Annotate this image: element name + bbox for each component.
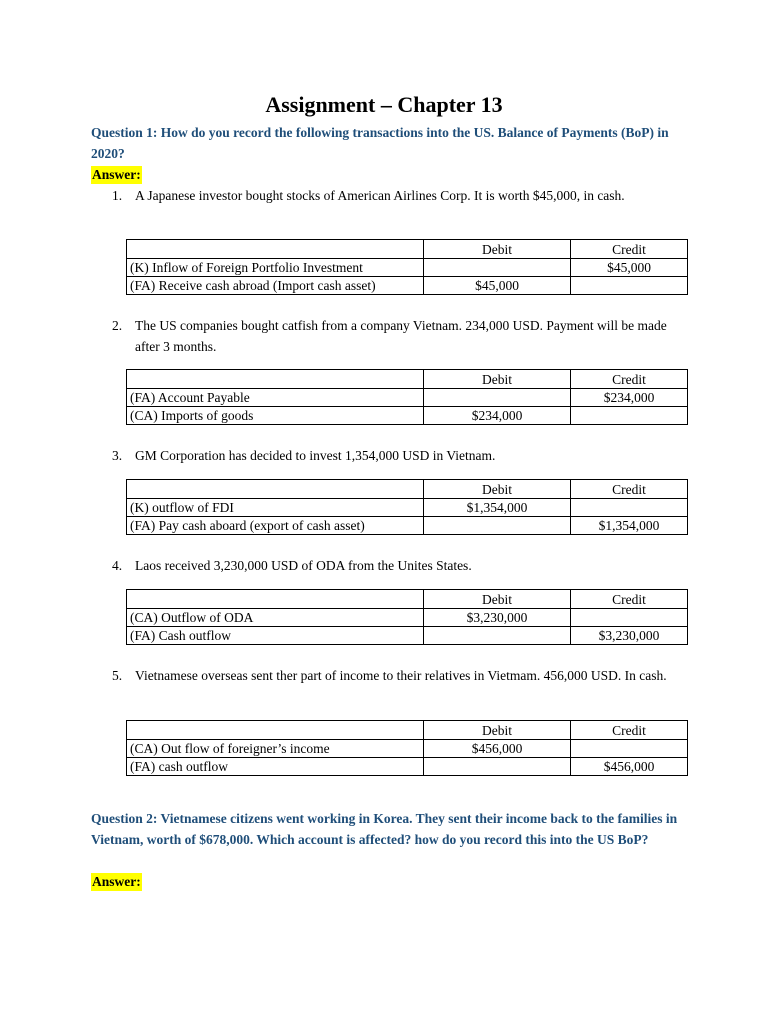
table-cell-credit [571, 499, 688, 517]
table-cell-debit [424, 627, 571, 645]
header-cell-debit: Debit [424, 590, 571, 609]
list-item-number: 5. [112, 668, 123, 683]
table-cell-debit: $3,230,000 [424, 609, 571, 627]
table-cell-credit [571, 609, 688, 627]
header-cell [127, 370, 424, 389]
table-cell-account: (K) Inflow of Foreign Portfolio Investment [127, 259, 424, 277]
table-header-row [127, 370, 688, 389]
table-cell-debit: $234,000 [424, 407, 571, 425]
list-item-number: 2. [112, 318, 123, 333]
table-row [127, 758, 688, 776]
list-item-5 [112, 665, 667, 686]
table-row [127, 259, 688, 277]
list-item-text: Vietnamese overseas sent ther part of income to their relatives in Vietmam. 456,000 USD. In cash. [135, 668, 667, 683]
accounting-table-1 [126, 239, 688, 295]
header-cell-credit: Credit [571, 721, 688, 740]
table-cell-debit [424, 758, 571, 776]
answer-label-1: Answer: [92, 167, 141, 182]
header-cell [127, 590, 424, 609]
header-cell-credit: Credit [571, 240, 688, 259]
page-title: Assignment – Chapter 13 [265, 92, 503, 117]
table-cell-debit: $1,354,000 [424, 499, 571, 517]
table-cell-debit [424, 517, 571, 535]
list-item-text: Laos received 3,230,000 USD of ODA from the Unites States. [135, 558, 472, 573]
accounting-table-2 [126, 369, 688, 425]
table-row [127, 389, 688, 407]
table-cell-credit [571, 277, 688, 295]
table-cell-account: (FA) Pay cash aboard (export of cash asset) [127, 517, 424, 535]
list-item-2 [112, 315, 667, 357]
question-1: Question 1: How do you record the following transactions into the US. Balance of Payments (BoP) in 2020? [91, 125, 669, 161]
table-cell-debit [424, 259, 571, 277]
table-cell-credit: $45,000 [571, 259, 688, 277]
table-cell-debit: $45,000 [424, 277, 571, 295]
list-item-1 [112, 185, 667, 206]
list-item-number: 1. [112, 188, 123, 203]
table-cell-credit: $1,354,000 [571, 517, 688, 535]
header-cell-debit: Debit [424, 240, 571, 259]
table-cell-credit: $234,000 [571, 389, 688, 407]
table-cell-credit [571, 407, 688, 425]
table-row [127, 740, 688, 758]
table-cell-account: (FA) Receive cash abroad (Import cash asset) [127, 277, 424, 295]
list-item-text: A Japanese investor bought stocks of American Airlines Corp. It is worth $45,000, in cash. [135, 188, 625, 203]
table-cell-credit: $3,230,000 [571, 627, 688, 645]
table-cell-debit [424, 389, 571, 407]
list-item-number: 3. [112, 448, 123, 463]
header-cell [127, 240, 424, 259]
header-cell-debit: Debit [424, 480, 571, 499]
header-cell-credit: Credit [571, 370, 688, 389]
table-cell-account: (FA) cash outflow [127, 758, 424, 776]
list-item-text: The US companies bought catfish from a company Vietnam. 234,000 USD. Payment will be made after 3 months. [135, 318, 667, 354]
header-cell-credit: Credit [571, 480, 688, 499]
table-cell-credit [571, 740, 688, 758]
table-cell-account: (CA) Out flow of foreigner’s income [127, 740, 424, 758]
question-2: Question 2: Vietnamese citizens went working in Korea. They sent their income back to the families in Vietnam, worth of $678,000. Which account is affected? how do you record this into the US BoP? [91, 811, 678, 847]
header-cell-credit: Credit [571, 590, 688, 609]
table-row [127, 627, 688, 645]
header-cell [127, 721, 424, 740]
list-item-number: 4. [112, 558, 123, 573]
table-row [127, 277, 688, 295]
table-cell-credit: $456,000 [571, 758, 688, 776]
table-row [127, 499, 688, 517]
table-cell-account: (K) outflow of FDI [127, 499, 424, 517]
table-cell-account: (FA) Account Payable [127, 389, 424, 407]
table-row [127, 609, 688, 627]
accounting-table-4 [126, 589, 688, 645]
accounting-table-5 [126, 720, 688, 776]
table-header-row [127, 590, 688, 609]
table-cell-account: (CA) Outflow of ODA [127, 609, 424, 627]
list-item-3 [112, 445, 667, 466]
header-cell [127, 480, 424, 499]
table-cell-debit: $456,000 [424, 740, 571, 758]
table-header-row [127, 480, 688, 499]
table-row [127, 517, 688, 535]
table-row [127, 407, 688, 425]
answer-label-2: Answer: [92, 874, 141, 889]
list-item-text: GM Corporation has decided to invest 1,354,000 USD in Vietnam. [135, 448, 496, 463]
table-header-row [127, 721, 688, 740]
table-header-row [127, 240, 688, 259]
table-cell-account: (CA) Imports of goods [127, 407, 424, 425]
accounting-table-3 [126, 479, 688, 535]
header-cell-debit: Debit [424, 370, 571, 389]
list-item-4 [112, 555, 667, 576]
header-cell-debit: Debit [424, 721, 571, 740]
table-cell-account: (FA) Cash outflow [127, 627, 424, 645]
